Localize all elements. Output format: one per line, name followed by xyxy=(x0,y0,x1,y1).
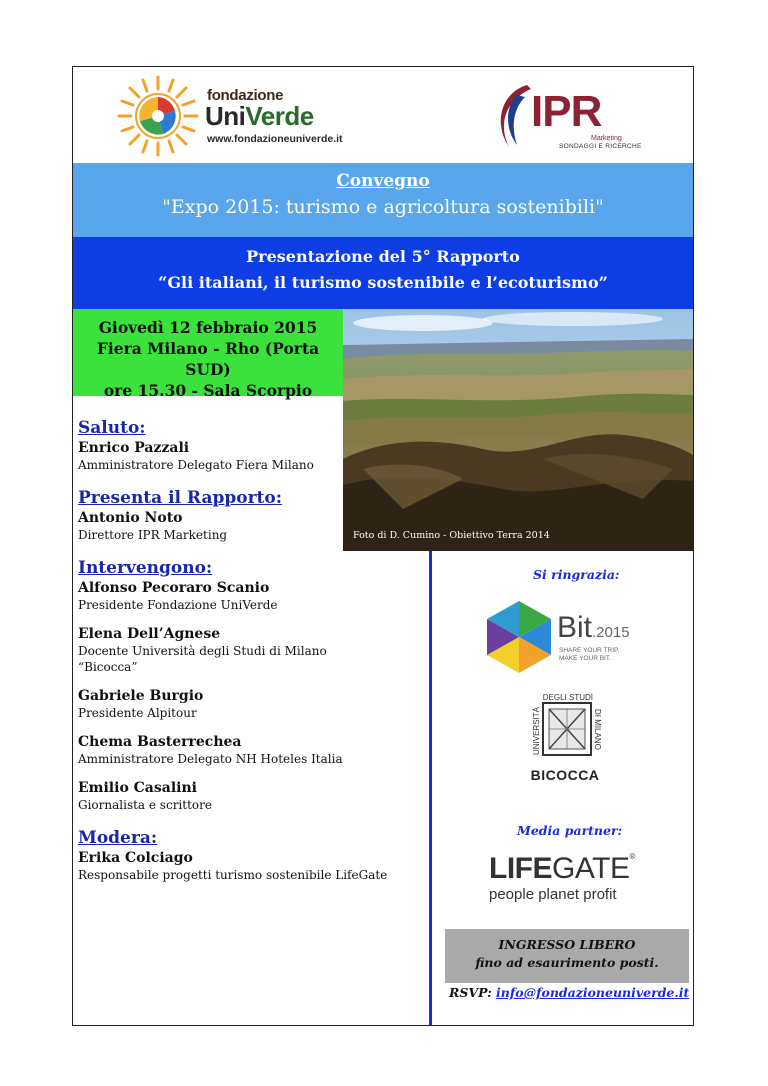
speaker-role: Amministratore Delegato Fiera Milano xyxy=(78,458,314,472)
column-divider xyxy=(429,551,432,1026)
univerde-url: www.fondazioneuniverde.it xyxy=(207,133,343,145)
lifegate-name: LIFEGATE® xyxy=(489,852,635,885)
section-presenta: Presenta il Rapporto: xyxy=(78,488,282,508)
univerde-line1: fondazione xyxy=(207,87,284,104)
bicocca-logo xyxy=(523,691,607,783)
event-time: ore 15.30 - Sala Scorpio xyxy=(103,381,313,400)
speaker-name: Alfonso Pecoraro Scanio xyxy=(78,580,270,596)
bit-logo xyxy=(483,597,663,677)
speaker-name: Erika Colciago xyxy=(78,850,193,866)
bicocca-left-text: UNIVERSITÀ xyxy=(532,706,541,755)
convegno-label: Convegno xyxy=(336,171,430,191)
speaker-name: Antonio Noto xyxy=(78,510,183,526)
lifegate-tagline: people planet profit xyxy=(489,886,617,903)
media-partner-label: Media partner: xyxy=(517,823,623,838)
logo-header xyxy=(73,67,693,163)
speaker-role: Presidente Alpitour xyxy=(78,706,197,720)
speaker-role: Docente Università degli Studi di Milano xyxy=(78,644,327,658)
rsvp xyxy=(449,985,689,1000)
speaker-role: Responsabile progetti turismo sostenibile LifeGate xyxy=(78,868,388,882)
ipr-logo xyxy=(487,79,647,155)
bit-name: Bit.2015 xyxy=(557,611,630,644)
bit-tagline: SHARE YOUR TRIP. MAKE YOUR BIT. xyxy=(559,647,620,662)
speaker-role: Giornalista e scrittore xyxy=(78,798,212,812)
event-details xyxy=(73,309,343,400)
bicocca-top-text: DEGLI STUDI xyxy=(542,693,593,702)
bicocca-right-text: DI MILANO xyxy=(593,709,602,750)
free-entry-line2: fino ad esaurimento posti. xyxy=(475,955,659,970)
free-entry-box xyxy=(445,929,689,983)
univerde-logo xyxy=(115,73,355,157)
flyer xyxy=(72,66,694,1026)
bicocca-emblem-icon xyxy=(523,691,607,763)
photo-caption: Foto di D. Cumino - Obiettivo Terra 2014 xyxy=(353,530,550,541)
free-entry-line1: INGRESSO LIBERO xyxy=(498,937,636,952)
ipr-name: IPR xyxy=(531,87,602,136)
section-intervengono: Intervengono: xyxy=(78,558,213,578)
bicocca-name: BICOCCA xyxy=(530,767,600,783)
ipr-sub1: Marketing xyxy=(591,135,622,142)
ipr-sub2: SONDAGGI E RICERCHE xyxy=(559,143,642,150)
lifegate-logo xyxy=(489,852,659,908)
speaker-name: Enrico Pazzali xyxy=(78,440,190,456)
speaker-name: Emilio Casalini xyxy=(78,780,197,796)
program xyxy=(78,417,428,883)
sun-icon xyxy=(115,73,201,159)
speaker-name: Elena Dell’Agnese xyxy=(78,626,221,642)
rsvp-email-link[interactable]: info@fondazioneuniverde.it xyxy=(496,985,690,1000)
speaker-role-cont: “Bicocca” xyxy=(78,660,138,674)
report-band xyxy=(73,237,693,309)
speaker-name: Gabriele Burgio xyxy=(78,688,204,704)
speaker-name: Chema Basterrechea xyxy=(78,734,242,750)
speaker-role: Amministratore Delegato NH Hoteles Italia xyxy=(78,752,343,766)
section-saluto: Saluto: xyxy=(78,418,146,438)
thanks-label: Si ringrazia: xyxy=(533,567,620,582)
bit-hexagon-icon xyxy=(483,599,555,675)
report-subtitle: “Gli italiani, il turismo sostenibile e l’ecoturismo” xyxy=(158,273,608,292)
report-presentation: Presentazione del 5° Rapporto xyxy=(246,247,520,266)
event-date: Giovedì 12 febbraio 2015 xyxy=(98,318,318,337)
univerde-name: UniVerde xyxy=(205,101,314,131)
rsvp-label: RSVP: xyxy=(449,985,492,1000)
speaker-role: Presidente Fondazione UniVerde xyxy=(78,598,278,612)
speaker-role: Direttore IPR Marketing xyxy=(78,528,228,542)
event-place: Fiera Milano - Rho (Porta SUD) xyxy=(96,339,320,379)
section-modera: Modera: xyxy=(78,828,158,848)
event-title: "Expo 2015: turismo e agricoltura sostenibili" xyxy=(162,196,604,218)
title-band xyxy=(73,163,693,237)
